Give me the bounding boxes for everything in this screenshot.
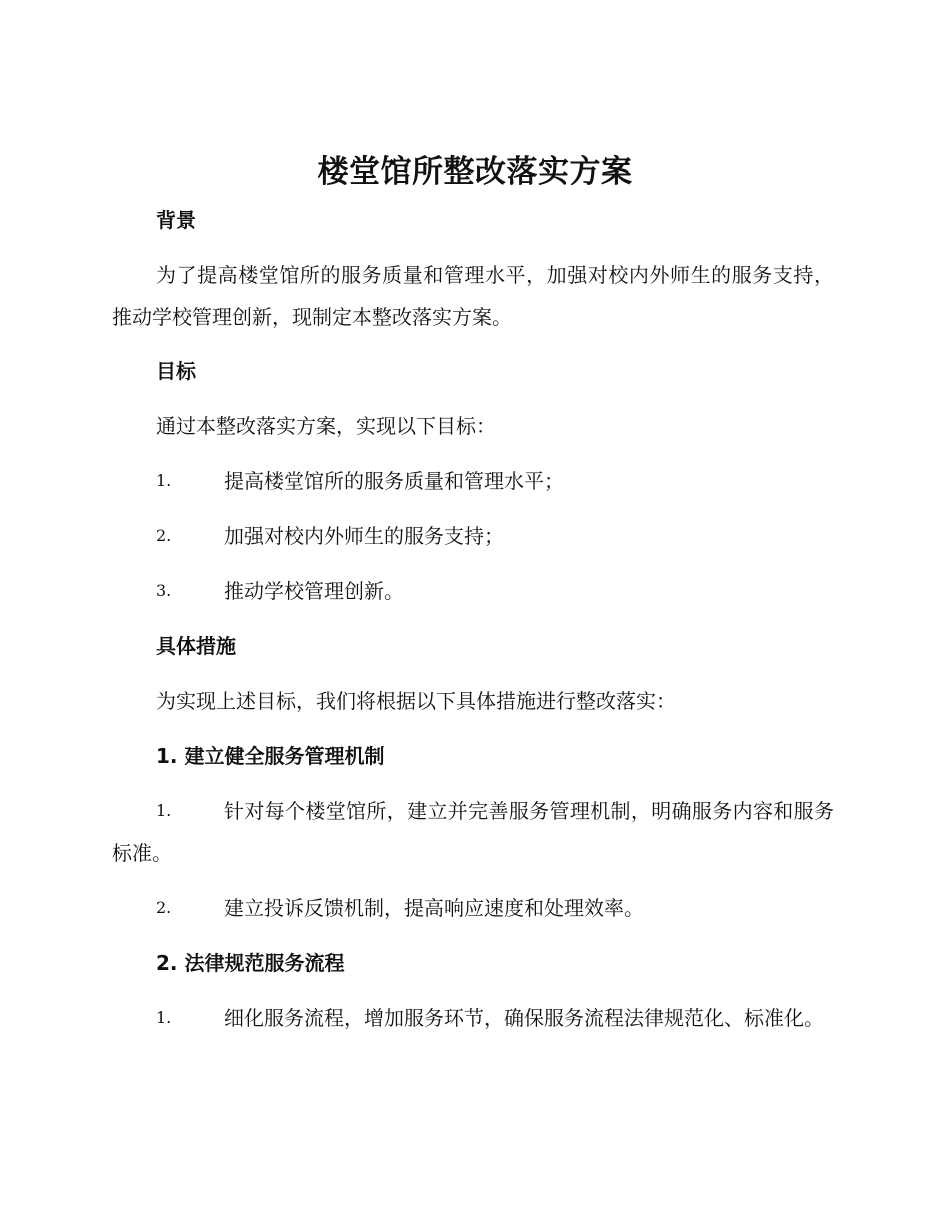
- measures-intro: 为实现上述目标，我们将根据以下具体措施进行整改落实：: [156, 689, 676, 713]
- measure-item-number: 1.: [156, 801, 172, 820]
- subsection-heading-2: 2. 法律规范服务流程: [156, 951, 345, 975]
- section-heading-background: 背景: [156, 208, 196, 232]
- goal-item: [112, 570, 834, 612]
- measure-item-text: 细化服务流程，增加服务环节，确保服务流程法律规范化、标准化。: [224, 1006, 824, 1030]
- goal-item-number: 2.: [156, 526, 172, 545]
- goal-item-number: 3.: [156, 581, 172, 600]
- goals-intro: 通过本整改落实方案，实现以下目标：: [156, 414, 496, 438]
- measure-item-text: 建立投诉反馈机制，提高响应速度和处理效率。: [224, 896, 644, 920]
- subsection-heading-1: 1. 建立健全服务管理机制: [156, 744, 385, 768]
- goal-item-text: 推动学校管理创新。: [224, 579, 404, 603]
- goal-item: [112, 460, 834, 502]
- goal-item-text: 加强对校内外师生的服务支持；: [224, 524, 504, 548]
- section-heading-goals: 目标: [156, 359, 196, 383]
- goal-item: [112, 515, 834, 557]
- measure-item-text: 针对每个楼堂馆所，建立并完善服务管理机制，明确服务内容和服务标准。: [112, 799, 834, 865]
- measure-item: [112, 790, 834, 874]
- goal-item-number: 1.: [156, 471, 172, 490]
- document-title: 楼堂馆所整改落实方案: [317, 154, 633, 190]
- background-paragraph: 为了提高楼堂馆所的服务质量和管理水平，加强对校内外师生的服务支持，推动学校管理创新，现制定本整改落实方案。: [112, 263, 834, 329]
- measure-item: [112, 997, 834, 1039]
- measure-item: [112, 887, 834, 929]
- goal-item-text: 提高楼堂馆所的服务质量和管理水平；: [224, 469, 564, 493]
- measure-item-number: 2.: [156, 898, 172, 917]
- section-heading-measures: 具体措施: [156, 634, 236, 658]
- measure-item-number: 1.: [156, 1008, 172, 1027]
